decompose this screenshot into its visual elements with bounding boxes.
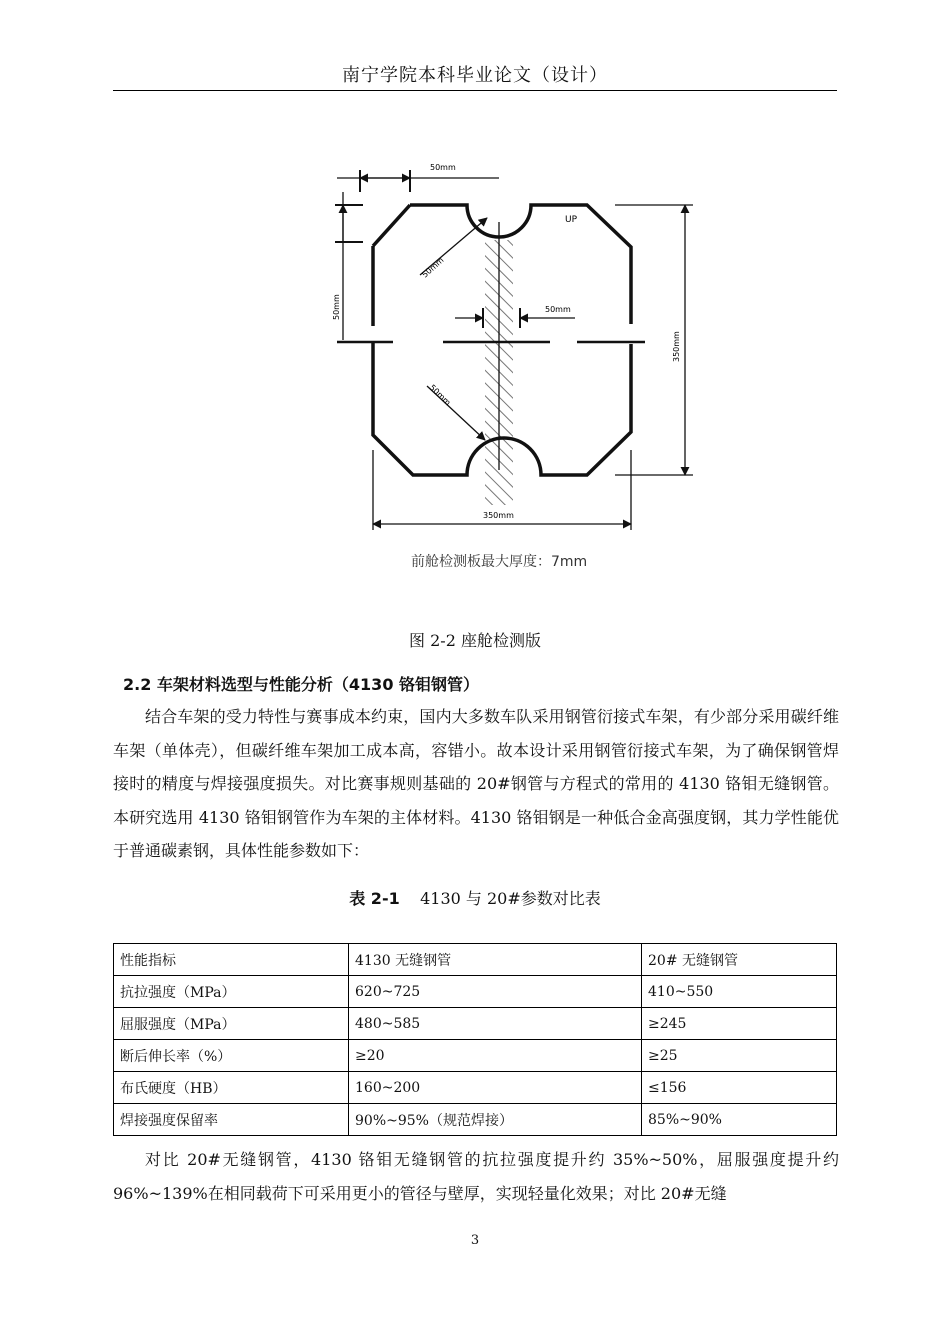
- table-cell: 85%~90%: [642, 1104, 837, 1136]
- body-paragraph-1: 结合车架的受力特性与赛事成本约束，国内大多数车队采用钢管衍接式车架，有少部分采用碳纤维车架（单体壳），但碳纤维车架加工成本高，容错小。故本设计采用钢管衍接式车架，为了确保钢管焊接时的精度与焊接强度损失。对比赛事规则基础的 20#钢管与方程式的常用的 4130 铬钼无缝钢管。本研究选用 4130 铬钼钢管作为车架的主体材料。4130 铬钼钢是一种低合金高强度钢，其力学性能优于普通碳素钢，具体性能参数如下：: [113, 707, 839, 860]
- table-caption: [113, 886, 837, 909]
- dim-center-label: 50mm: [545, 305, 571, 314]
- dim-left-label: 50mm: [332, 294, 341, 320]
- table-header-cell: 性能指标: [114, 944, 349, 976]
- table-cell: 断后伸长率（%）: [114, 1040, 349, 1072]
- table-header-cell: 4130 无缝钢管: [349, 944, 642, 976]
- figure-caption: 图 2-2 座舱检测版: [409, 631, 541, 650]
- table-row: [114, 1104, 837, 1136]
- figure-note: 前舱检测板最大厚度：7mm: [411, 554, 588, 570]
- table-number: 表 2-1: [349, 889, 400, 908]
- section-heading: 2.2 车架材料选型与性能分析（4130 铬钼钢管）: [123, 675, 480, 694]
- dim-top-label: 50mm: [430, 163, 456, 172]
- table-cell: 410~550: [642, 976, 837, 1008]
- table-header-cell: 20# 无缝钢管: [642, 944, 837, 976]
- table-cell: 90%~95%（规范焊接）: [349, 1104, 642, 1136]
- parameter-table: [113, 943, 837, 1136]
- table-cell: 160~200: [349, 1072, 642, 1104]
- table-cell: ≤156: [642, 1072, 837, 1104]
- cockpit-template-figure: [315, 150, 715, 580]
- table-cell: 抗拉强度（MPa）: [114, 976, 349, 1008]
- body-paragraph-2: 对比 20#无缝钢管，4130 铬钼无缝钢管的抗拉强度提升约 35%~50%，屈服强度提升约 96%~139%在相同载荷下可采用更小的管径与壁厚，实现轻量化效果；对比 20#无缝: [113, 1150, 839, 1203]
- table-row: [114, 976, 837, 1008]
- table-title: 4130 与 20#参数对比表: [420, 889, 601, 908]
- dim-bottom-label: 350mm: [483, 511, 514, 520]
- up-label: UP: [565, 215, 578, 225]
- table-row: [114, 1008, 837, 1040]
- dim-radius-bottom-label: 50mm: [427, 382, 453, 408]
- table-cell: 焊接强度保留率: [114, 1104, 349, 1136]
- dim-radius-top-label: 50mm: [420, 255, 446, 280]
- table-cell: 屈服强度（MPa）: [114, 1008, 349, 1040]
- table-header-row: [114, 944, 837, 976]
- table-cell: ≥245: [642, 1008, 837, 1040]
- table-row: [114, 1040, 837, 1072]
- table-cell: 620~725: [349, 976, 642, 1008]
- table-cell: 480~585: [349, 1008, 642, 1040]
- dim-right-label: 350mm: [672, 331, 681, 362]
- page-header: 南宁学院本科毕业论文（设计）: [113, 62, 837, 91]
- table-cell: ≥20: [349, 1040, 642, 1072]
- table-cell: ≥25: [642, 1040, 837, 1072]
- table-cell: 布氏硬度（HB）: [114, 1072, 349, 1104]
- table-row: [114, 1072, 837, 1104]
- page-number: 3: [470, 1233, 480, 1248]
